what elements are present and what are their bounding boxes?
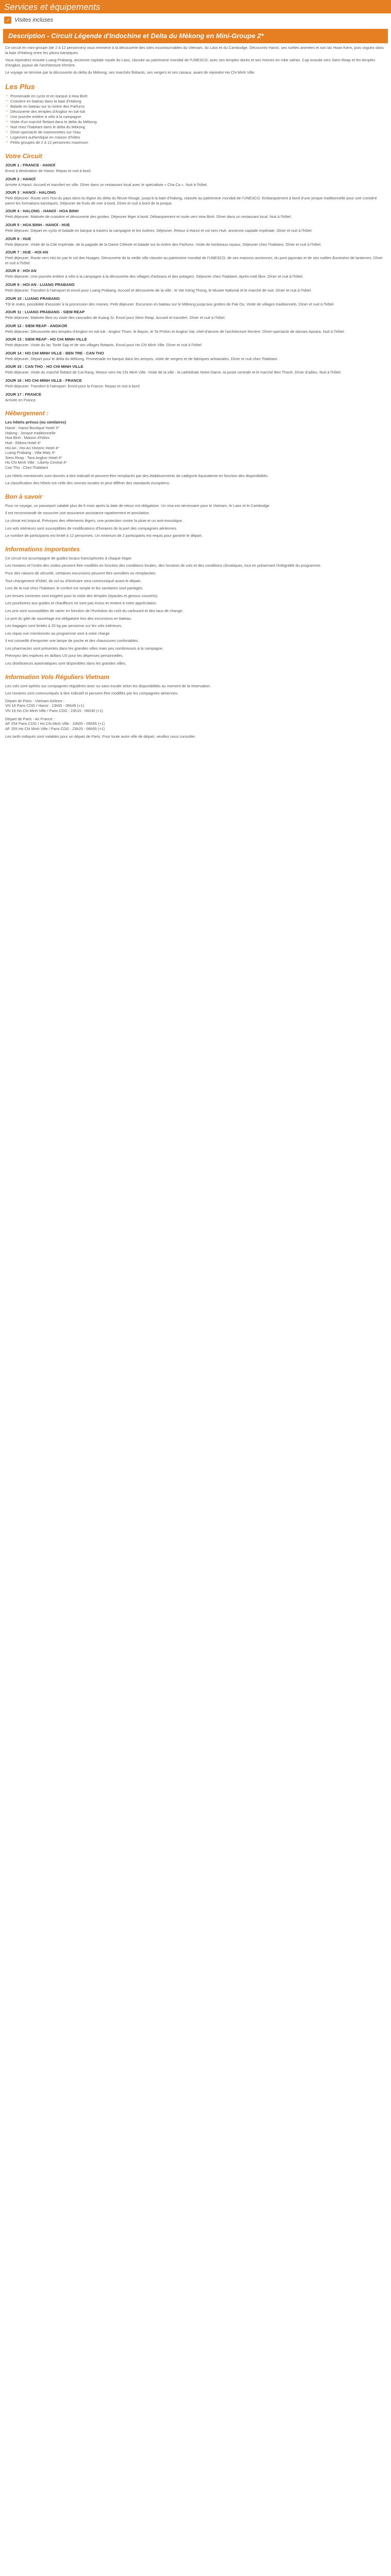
flight-line: AF 254 Paris CDG / Ho Chi Minh Ville : 10h05 - 05h55 (+1) xyxy=(5,721,105,726)
hotel-line: Ho Chi Minh Ville : Liberty Central 4* xyxy=(5,460,67,465)
infos-paragraph: Les horaires et l'ordre des visites peuvent être modifiés en fonction des conditions locales, des horaires de vols et des conditions climatiques, tout en préservant l'intégralité du programme. xyxy=(5,563,321,568)
content xyxy=(0,45,391,745)
day-text: Petit déjeuner. Visite de la Cité Impériale, de la pagode de la Dame Céleste et balade sur la rivière des Parfums. Visite de tombeaux royaux. Déjeuner chez l'habitant. Dîner et nuit à l'hôtel. xyxy=(5,242,322,247)
hebergement-subheading: Les hôtels prévus (ou similaires) xyxy=(5,420,67,425)
day-title: JOUR 11 : LUANG PRABANG - SIEM REAP xyxy=(5,310,85,315)
savoir-paragraph: Le nombre de participants est limité à 12 personnes. Un minimum de 2 participants est requis pour garantir le départ. xyxy=(5,533,203,538)
plus-item: * Croisière en bateau dans la baie d'Halong xyxy=(5,99,386,104)
vols-intro: Les horaires sont communiqués à titre indicatif et peuvent être modifiés par les compagnies aériennes. xyxy=(5,691,179,696)
plus-item: * Nuit chez l'habitant dans le delta du Mékong xyxy=(5,125,386,130)
intro-paragraph: Ce circuit en mini-groupe (de 2 à 12 personnes) vous emmène à la découverte des sites incontournables du Vietnam, du Laos et du Cambodge. Découvrez Hanoï, ses ruelles animées et son lac Hoan Kiem, puis voguez dans la baie d'Halong entre les pitons karstiques. xyxy=(5,45,384,55)
hotel-line: Hué : Eldora Hotel 4* xyxy=(5,440,41,446)
hotel-line: Hoi An : Hoi An Historic Hotel 4* xyxy=(5,445,59,450)
infos-paragraph: Les pharmacies sont présentes dans les grandes villes mais peu nombreuses à la campagne. xyxy=(5,646,164,651)
day-text: Petit déjeuner. Matinée de croisière et découverte des grottes. Déjeuner léger à bord. Débarquement et route vers Hoa Binh. Dîner dans un restaurant local. Nuit à l'hôtel. xyxy=(5,214,292,219)
plus-item: * Visite d'un marché flottant dans le delta du Mékong xyxy=(5,120,386,125)
day-text: Petit déjeuner. Transfert à l'aéroport et envol pour Luang Prabang. Accueil et découverte de la ville : le Vat Xieng Thong, le Musée National et le marché de nuit. Dîner et nuit à l'hôtel. xyxy=(5,287,312,293)
day-title: JOUR 4 : HALONG - HANOÏ - HOA BINH xyxy=(5,209,79,214)
day-text: Petit déjeuner. Départ pour le delta du Mékong. Promenade en barque dans les arroyos, visite de vergers et de fabriques artisanales. Dîner et nuit chez l'habitant. xyxy=(5,356,278,361)
hebergement-heading: Hébergement : xyxy=(5,410,49,417)
infos-heading: Informations importantes xyxy=(5,545,80,553)
infos-paragraph: Le port du gilet de sauvetage est obligatoire lors des excursions en bateau. xyxy=(5,616,132,621)
description-header-bar xyxy=(3,29,388,43)
services-title: Services et équipements xyxy=(4,2,101,12)
day-text: Arrivée à Hanoï. Accueil et transfert en ville. Dîner dans un restaurant local avec le spécialiste « Cha Ca ». Nuit à l'hôtel. xyxy=(5,182,208,187)
plus-item: * Logement authentique en maison d'hôtes xyxy=(5,135,386,140)
day-title: JOUR 15 : CAN THO - HO CHI MINH VILLE xyxy=(5,364,84,369)
page xyxy=(0,0,391,745)
plus-item: * Balade en bateau sur la rivière des Parfums xyxy=(5,104,386,109)
day-title: JOUR 2 : HANOÏ xyxy=(5,176,36,181)
hotel-line: Halong : Jonque traditionnelle xyxy=(5,430,56,435)
intro-paragraph: Vous rejoindrez ensuite Luang Prabang, ancienne capitale royale du Laos, classée au patrimoine mondial de l'UNESCO, avec ses temples dorés et ses moines en robe safran. Cap ensuite vers Siem Reap et les temples d'Angkor, joyaux de l'architecture khmère. xyxy=(5,58,376,67)
infos-paragraph: Ce circuit est accompagné de guides locaux francophones à chaque étape. xyxy=(5,555,133,561)
infos-paragraph: Pour des raisons de sécurité, certaines excursions peuvent être annulées ou remplacées. xyxy=(5,570,156,575)
savoir-paragraph: Il est recommandé de souscrire une assurance assistance rapatriement et annulation. xyxy=(5,511,150,516)
services-header-bar xyxy=(0,0,391,13)
visits-included-row xyxy=(0,13,391,27)
vols-intro: Les vols sont opérés sur compagnies régulières avec ou sans escale selon les disponibilités au moment de la réservation. xyxy=(5,683,211,688)
plus-list xyxy=(5,94,386,145)
hotel-line: Hoa Binh : Maison d'hôtes xyxy=(5,435,50,440)
day-title: JOUR 13 : SIEM REAP - HO CHI MINH VILLE xyxy=(5,337,87,342)
day-text: Petit déjeuner. Matinée libre ou visite des cascades de Kuang Si. Envol pour Siem Reap. Accueil et transfert. Dîner et nuit à l'hôtel. xyxy=(5,315,226,320)
hotel-line: Luang Prabang : Villa Maly 4* xyxy=(5,450,56,455)
day-text: Petit déjeuner. Départ en cyclo et balade en barque à travers la campagne et les rizières. Déjeuner. Retour à Hanoï et vol vers Hué, ancienne capitale impériale. Dîner et nuit à l'hôtel. xyxy=(5,228,313,233)
day-title: JOUR 9 : HOI AN - LUANG PRABANG xyxy=(5,282,75,287)
plus-item: * Petits groupes de 2 à 12 personnes maximum xyxy=(5,140,386,145)
flight-line: VN 18 Paris CDG / Hanoï : 13h55 - 06h45 (+1) xyxy=(5,703,85,708)
day-text: Envol à destination de Hanoï. Repas et nuit à bord. xyxy=(5,168,92,173)
vols-heading: Information Vols Réguliers Vietnam xyxy=(5,673,109,681)
hotel-line: Hanoï : Hanoi Boutique Hotel 3* xyxy=(5,426,59,431)
day-title: JOUR 6 : HUE xyxy=(5,236,31,241)
infos-paragraph: Lors de la nuit chez l'habitant, le confort est simple et les sanitaires sont partagés. xyxy=(5,586,143,591)
hebergement-note: Les hôtels mentionnés sont donnés à titre indicatif et peuvent être remplacés par des établissements de catégorie équivalente en fonction des disponibilités. xyxy=(5,473,269,478)
plus-item: * Découverte des temples d'Angkor en tuk-tuk xyxy=(5,109,386,114)
infos-paragraph: Les distributeurs automatiques sont disponibles dans les grandes villes. xyxy=(5,661,126,666)
plus-item: * Une journée entière à vélo à la campagne xyxy=(5,114,386,120)
day-text: Petit déjeuner. Transfert à l'aéroport. Envol pour la France. Repas et nuit à bord. xyxy=(5,384,141,389)
infos-paragraph: Les pourboires aux guides et chauffeurs ne sont pas inclus et restent à votre appréciation. xyxy=(5,601,157,606)
day-title: JOUR 16 : HO CHI MINH VILLE - FRANCE xyxy=(5,378,82,383)
flight-line: VN 19 Ho Chi Minh Ville / Paris CDG : 23h15 - 06h30 (+1) xyxy=(5,708,103,714)
plus-item: * Promenade en cyclo et en barque à Hoa Binh xyxy=(5,94,386,99)
infos-paragraph: Tout changement d'hôtel, de vol ou d'itinéraire sera communiqué avant le départ. xyxy=(5,578,142,583)
day-title: JOUR 1 : FRANCE - HANOÏ xyxy=(5,162,56,167)
day-title: JOUR 14 : HO CHI MINH VILLE - BEN TRE - CAN THO xyxy=(5,350,104,355)
day-text: Petit déjeuner. Visite du lac Tonlé Sap et de ses villages flottants. Envol pour Ho Chi Minh Ville. Dîner et nuit à l'hôtel. xyxy=(5,343,203,348)
day-title: JOUR 8 : HOI AN xyxy=(5,268,37,274)
check-icon: ✓ xyxy=(4,16,11,24)
day-text: Arrivée en France. xyxy=(5,397,37,402)
savoir-heading: Bon à savoir xyxy=(5,493,43,500)
day-text: Petit déjeuner. Route vers l'est du pays dans la région du delta du fleuve Rouge, jusqu'à la baie d'Halong, classée au patrimoine mondial de l'UNESCO. Embarquement à bord d'une jonque traditionnelle pour une croisière parmi les formations karstiques. Déjeuner de fruits de mer à bord. Dîner et nuit à bord de la jonque. xyxy=(5,196,377,206)
flight-line: AF 255 Ho Chi Minh Ville / Paris CDG : 23h20 - 06h55 (+1) xyxy=(5,726,105,731)
description-title: Description - Circuit Légende d'Indochine et Delta du Mékong en Mini-Groupe 2* xyxy=(8,32,264,40)
day-title: JOUR 5 : HOA BINH - HANOÏ - HUE xyxy=(5,222,70,227)
infos-paragraph: Les prix sont susceptibles de varier en fonction de l'évolution du coût du carburant et des taux de change. xyxy=(5,608,184,613)
day-title: JOUR 10 : LUANG PRABANG xyxy=(5,296,60,301)
day-text: Petit déjeuner. Une journée entière à vélo à la campagne à la découverte des villages d'artisans et des potagers. Déjeuner chez l'habitant. Après-midi libre. Dîner et nuit à l'hôtel. xyxy=(5,274,304,279)
flight-line: Départ de Paris - Vietnam Airlines : xyxy=(5,698,64,703)
day-title: JOUR 7 : HUE - HOI AN xyxy=(5,250,48,255)
hotel-line: Siem Reap : Tara Angkor Hotel 4* xyxy=(5,455,62,460)
day-title: JOUR 17 : FRANCE xyxy=(5,392,42,397)
plus-heading: Les Plus xyxy=(5,82,35,91)
savoir-paragraph: Pour ce voyage, un passeport valable plus de 6 mois après la date de retour est obligatoire. Un visa est nécessaire pour le Vietnam, le Laos et le Cambodge. xyxy=(5,503,271,508)
infos-paragraph: Les tenues correctes sont exigées pour la visite des temples (épaules et genoux couverts). xyxy=(5,593,159,598)
intro-section xyxy=(5,45,386,75)
hebergement-note: La classification des hôtels est celle des normes locales et peut différer des standards européens. xyxy=(5,481,170,486)
savoir-paragraph: Les vols intérieurs sont susceptibles de modifications d'horaires de la part des compagnies aériennes. xyxy=(5,526,177,531)
day-text: Petit déjeuner. Visite du marché flottant de Cai Rang. Retour vers Ho Chi Minh Ville. Visite de la ville : la cathédrale Notre-Dame, la poste centrale et le marché Ben Thanh. Dîner d'adieu. Nuit à l'hôtel. xyxy=(5,370,341,375)
itinerary-list xyxy=(5,163,386,402)
savoir-paragraph: Le climat est tropical. Prévoyez des vêtements légers, une protection contre la pluie et un anti-moustique. xyxy=(5,518,183,523)
itinerary-heading: Votre Circuit xyxy=(5,152,42,160)
hotel-line: Can Tho : Chez l'habitant xyxy=(5,465,48,470)
day-text: Petit déjeuner. Route vers Hoi An par le col des Nuages. Découverte de la vieille ville classée au patrimoine mondial de l'UNESCO, de ses maisons anciennes, du pont japonais et de ses ruelles illuminées de lanternes. Dîner et nuit à l'hôtel. xyxy=(5,256,383,265)
intro-paragraph: Le voyage se termine par la découverte du delta du Mékong, ses marchés flottants, ses vergers et ses canaux, avant de rejoindre Ho Chi Minh Ville. xyxy=(5,70,255,75)
plus-item: * Dîner-spectacle de marionnettes sur l'eau xyxy=(5,130,386,135)
infos-paragraph: Les bagages sont limités à 20 kg par personne sur les vols intérieurs. xyxy=(5,623,122,629)
infos-paragraph: Les repas non mentionnés au programme sont à votre charge. xyxy=(5,631,111,636)
infos-paragraph: Prévoyez des espèces en dollars US pour les dépenses personnelles. xyxy=(5,653,124,658)
day-text: Petit déjeuner. Découverte des temples d'Angkor en tuk-tuk : Angkor Thom, le Bayon, le Ta Prohm et Angkor Vat, chef-d'œuvre de l'architecture khmère. Dîner-spectacle de danses Apsara. Nuit à l'hôtel. xyxy=(5,329,345,334)
infos-paragraph: Il est conseillé d'emporter une lampe de poche et des chaussures confortables. xyxy=(5,638,139,643)
vols-footer: Les tarifs indiqués sont valables pour un départ de Paris. Pour toute autre ville de départ, veuillez nous consulter. xyxy=(5,734,196,739)
visits-included-label: Visites incluses xyxy=(14,17,53,23)
day-title: JOUR 3 : HANOÏ - HALONG xyxy=(5,190,56,195)
day-title: JOUR 12 : SIEM REAP - ANGKOR xyxy=(5,323,68,328)
flight-line: Départ de Paris - Air France : xyxy=(5,716,55,721)
day-text: Tôt le matin, possibilité d'assister à la procession des moines. Petit déjeuner. Excursion en bateau sur le Mékong jusqu'aux grottes de Pak Ou. Visite de villages traditionnels. Dîner et nuit à l'hôtel. xyxy=(5,301,335,307)
